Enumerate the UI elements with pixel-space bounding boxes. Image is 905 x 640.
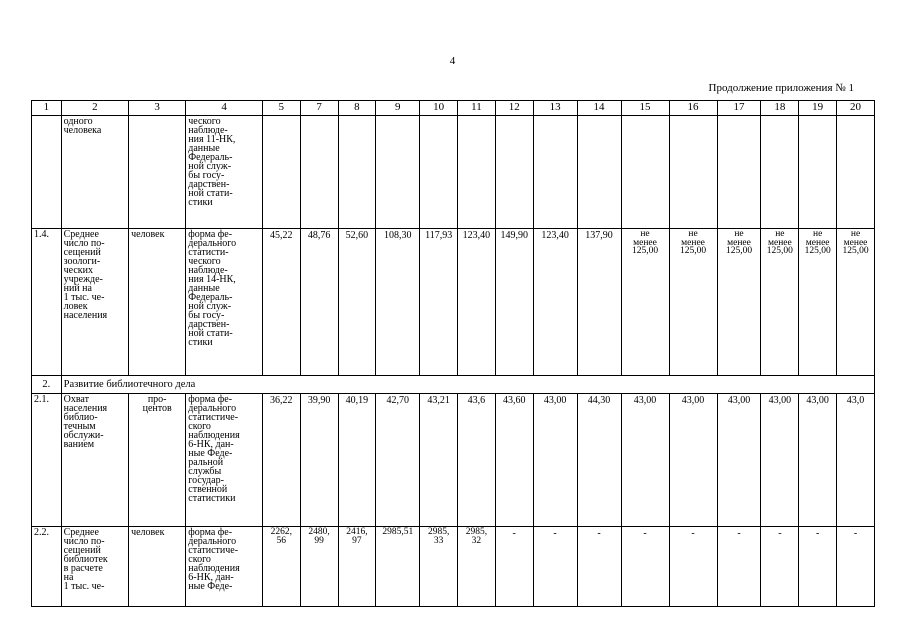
- value-cell: -: [533, 527, 577, 607]
- header-cell: 7: [300, 101, 338, 116]
- target-cell: не менее 125,00: [761, 229, 799, 376]
- value-cell: 43,21: [420, 394, 458, 527]
- value-cell: 137,90: [577, 229, 621, 376]
- row-number: 2.2.: [32, 527, 62, 607]
- unit: человек: [129, 527, 186, 607]
- indicator-name: одного человека: [61, 116, 128, 229]
- data-source: форма фе- дерального статистиче- ского наблюдения 6-НК, дан- ные Феде- ральной службы государ- ственной статистики: [186, 394, 263, 527]
- table-row-2-1: [32, 394, 875, 527]
- header-cell: 19: [799, 101, 837, 116]
- value-cell: 43,00: [621, 394, 669, 527]
- row-number: 1.4.: [32, 229, 62, 376]
- value-cell: 2262, 56: [262, 527, 300, 607]
- data-source: форма фе- дерального статистиче- ского наблюдения 6-НК, дан- ные Феде-: [186, 527, 263, 607]
- value-cell: 43,6: [458, 394, 496, 527]
- value-cell: 123,40: [458, 229, 496, 376]
- value-cell: 117,93: [420, 229, 458, 376]
- unit: про- центов: [129, 394, 186, 527]
- section-title: Развитие библиотечного дела: [61, 376, 874, 394]
- value-cell: 44,30: [577, 394, 621, 527]
- header-cell: 12: [495, 101, 533, 116]
- header-cell: 15: [621, 101, 669, 116]
- section-row-2: [32, 376, 875, 394]
- indicator-name: Среднее число по- сещений библиотек в расчете на 1 тыс. че-: [61, 527, 128, 607]
- continuation-label: Продолжение приложения № 1: [708, 82, 854, 94]
- value-cell: -: [495, 527, 533, 607]
- value-cell: 43,00: [533, 394, 577, 527]
- value-cell: 2416, 97: [338, 527, 376, 607]
- page-number: 4: [449, 55, 456, 67]
- value-cell: -: [577, 527, 621, 607]
- value-cell: 123,40: [533, 229, 577, 376]
- header-cell: 16: [669, 101, 717, 116]
- indicator-name: Среднее число по- сещений зоологи- ческих учрежде- ний на 1 тыс. че- ловек населения: [61, 229, 128, 376]
- indicator-name: Охват населения библио- течным обслужи- ванием: [61, 394, 128, 527]
- header-cell: 1: [32, 101, 62, 116]
- value-cell: 149,90: [495, 229, 533, 376]
- value-cell: 52,60: [338, 229, 376, 376]
- header-cell: 5: [262, 101, 300, 116]
- table-row-2-2: [32, 527, 875, 607]
- value-cell: -: [717, 527, 761, 607]
- value-cell: 43,00: [717, 394, 761, 527]
- target-cell: не менее 125,00: [837, 229, 875, 376]
- header-cell: 4: [186, 101, 263, 116]
- header-cell: 11: [458, 101, 496, 116]
- value-cell: -: [799, 527, 837, 607]
- value-cell: 2985, 33: [420, 527, 458, 607]
- header-cell: 8: [338, 101, 376, 116]
- header-cell: 14: [577, 101, 621, 116]
- value-cell: 2985, 32: [458, 527, 496, 607]
- data-source: форма фе- дерального статисти- ческого наблюде- ния 14-НК, данные Федераль- ной служ- бы госу- дарствен- ной стати- стики: [186, 229, 263, 376]
- value-cell: 2480, 99: [300, 527, 338, 607]
- value-cell: 43,0: [837, 394, 875, 527]
- value-cell: -: [761, 527, 799, 607]
- value-cell: 2985,51: [376, 527, 420, 607]
- value-cell: 42,70: [376, 394, 420, 527]
- target-cell: не менее 125,00: [799, 229, 837, 376]
- target-cell: не менее 125,00: [621, 229, 669, 376]
- header-cell: 3: [129, 101, 186, 116]
- header-cell: 10: [420, 101, 458, 116]
- header-cell: 20: [837, 101, 875, 116]
- value-cell: 40,19: [338, 394, 376, 527]
- value-cell: 48,76: [300, 229, 338, 376]
- value-cell: 43,00: [799, 394, 837, 527]
- section-number: 2.: [32, 376, 62, 394]
- value-cell: 45,22: [262, 229, 300, 376]
- header-cell: 9: [376, 101, 420, 116]
- header-cell: 2: [61, 101, 128, 116]
- value-cell: 108,30: [376, 229, 420, 376]
- value-cell: -: [837, 527, 875, 607]
- header-cell: 13: [533, 101, 577, 116]
- table-row-1-4: [32, 229, 875, 376]
- data-source: ческого наблюде- ния 11-НК, данные Федераль- ной служ- бы госу- дарствен- ной стати- стики: [186, 116, 263, 229]
- target-cell: не менее 125,00: [669, 229, 717, 376]
- value-cell: 43,00: [669, 394, 717, 527]
- header-cell: 18: [761, 101, 799, 116]
- unit: человек: [129, 229, 186, 376]
- value-cell: 43,00: [761, 394, 799, 527]
- row-number: 2.1.: [32, 394, 62, 527]
- table-row-continuation: [32, 116, 875, 229]
- header-cell: 17: [717, 101, 761, 116]
- value-cell: 39,90: [300, 394, 338, 527]
- target-cell: не менее 125,00: [717, 229, 761, 376]
- value-cell: -: [621, 527, 669, 607]
- value-cell: 36,22: [262, 394, 300, 527]
- header-row: [32, 101, 875, 116]
- indicators-table: [31, 100, 875, 607]
- value-cell: -: [669, 527, 717, 607]
- value-cell: 43,60: [495, 394, 533, 527]
